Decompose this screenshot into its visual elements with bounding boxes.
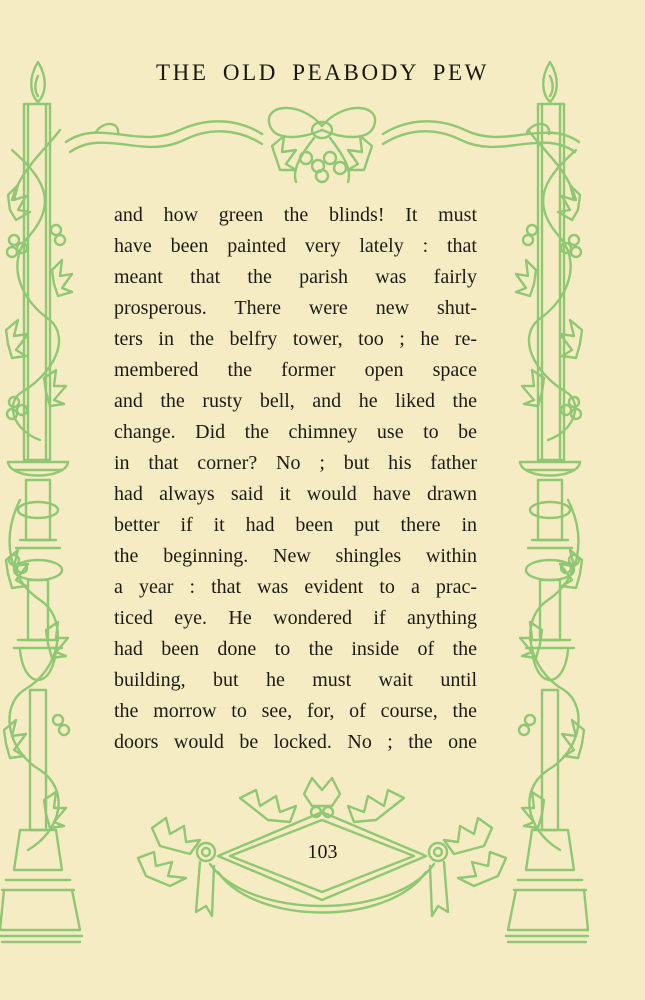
text-line: and how green the blinds! It must bbox=[114, 204, 477, 226]
text-line: the morrow to see, for, of course, the bbox=[114, 700, 477, 722]
text-line: have been painted very lately : that bbox=[114, 235, 477, 257]
right-candle-pillar bbox=[506, 62, 588, 942]
running-head: THE OLD PEABODY PEW bbox=[156, 60, 489, 85]
top-ribbon-garland bbox=[66, 108, 579, 182]
text-line: the beginning. New shingles within bbox=[114, 545, 477, 567]
text-line: had been done to the inside of the bbox=[114, 638, 477, 660]
text-line: membered the former open space bbox=[114, 359, 477, 381]
text-line: prosperous. There were new shut- bbox=[114, 297, 477, 319]
text-line: better if it had been put there in bbox=[114, 514, 477, 536]
text-line: change. Did the chimney use to be bbox=[114, 421, 477, 443]
left-candle-pillar bbox=[0, 62, 82, 942]
text-line: a year : that was evident to a prac- bbox=[114, 576, 477, 598]
text-line: ters in the belfry tower, too ; he re- bbox=[114, 328, 477, 350]
text-line: meant that the parish was fairly bbox=[114, 266, 477, 288]
page-number: 103 bbox=[307, 841, 338, 863]
body-text bbox=[114, 200, 477, 758]
text-line: ticed eye. He wondered if anything bbox=[114, 607, 477, 629]
text-line: in that corner? No ; but his father bbox=[114, 452, 477, 474]
text-line: and the rusty bell, and he liked the bbox=[114, 390, 477, 412]
text-line: doors would be locked. No ; the one bbox=[114, 731, 477, 753]
text-line: building, but he must wait until bbox=[114, 669, 477, 691]
text-line: had always said it would have drawn bbox=[114, 483, 477, 505]
